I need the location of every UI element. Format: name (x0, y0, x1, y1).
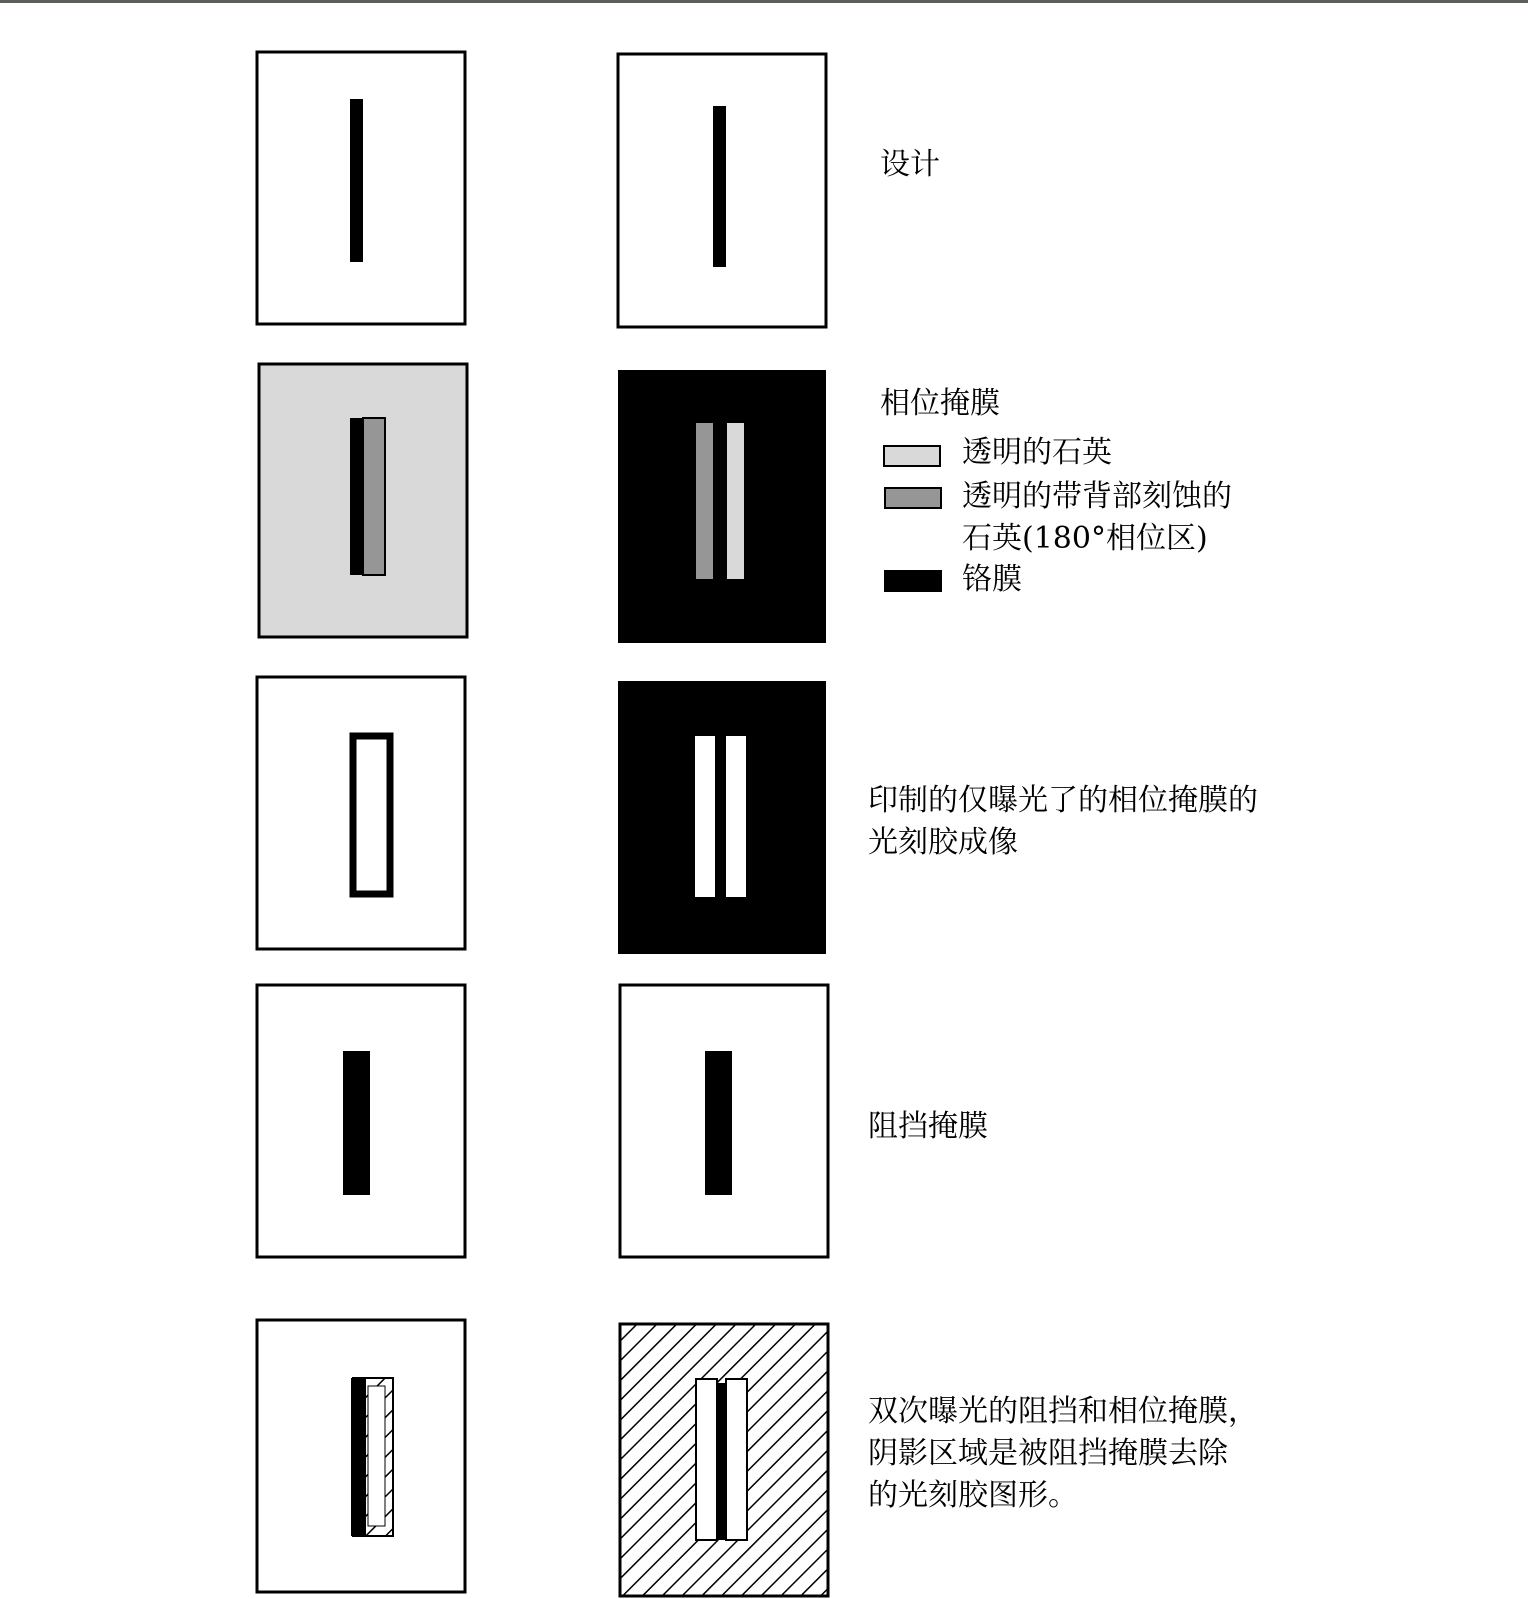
phase-print-outline-left (353, 736, 390, 894)
legend-swatch-clear-quartz (883, 445, 941, 467)
double-center-line (717, 1383, 726, 1540)
clear-strip-right (727, 423, 744, 579)
label-phase-mask: 相位掩膜 (880, 386, 1000, 421)
legend-text-clear-quartz: 透明的石英 (962, 435, 1112, 470)
double-white-gap-left (368, 1386, 385, 1526)
legend-swatch-chrome (884, 570, 942, 592)
label-design: 设计 (880, 147, 940, 182)
legend-text-chrome: 铬膜 (962, 562, 1022, 597)
row-phase-mask (259, 364, 826, 643)
row-double-exposure (257, 1320, 828, 1596)
row-phase-only-print (257, 677, 826, 954)
phase-print-bar-1 (695, 736, 715, 897)
double-bar-2 (726, 1379, 747, 1540)
row-design (257, 52, 826, 327)
design-line-left (350, 99, 363, 262)
legend-text-etched-quartz-line1: 透明的带背部刻蚀的 (962, 479, 1232, 514)
label-block-mask: 阻挡掩膜 (868, 1109, 988, 1144)
double-dark-strip-left (351, 1378, 366, 1536)
row-block-mask (257, 985, 828, 1257)
double-bar-1 (696, 1379, 717, 1540)
label-double-exposure: 双次曝光的阻挡和相位掩膜， 阴影区域是被阻挡掩膜去除 的光刻胶图形。 (868, 1394, 1258, 1513)
chrome-strip-left (350, 418, 364, 575)
legend-text-etched-quartz-line2: 石英(180°相位区) (962, 521, 1208, 556)
block-bar-right (705, 1051, 732, 1195)
label-phase-only-print: 印制的仅曝光了的相位掩膜的 光刻胶成像 (868, 783, 1258, 860)
phase-mask-panel-right (618, 370, 826, 643)
block-bar-left (343, 1051, 370, 1195)
design-line-right (713, 106, 726, 267)
phase-print-bar-2 (726, 736, 746, 897)
legend-swatch-etched-quartz (884, 487, 942, 509)
etched-strip-left (363, 418, 385, 575)
etched-strip-right (696, 423, 713, 579)
phase-print-panel-right (618, 681, 826, 954)
